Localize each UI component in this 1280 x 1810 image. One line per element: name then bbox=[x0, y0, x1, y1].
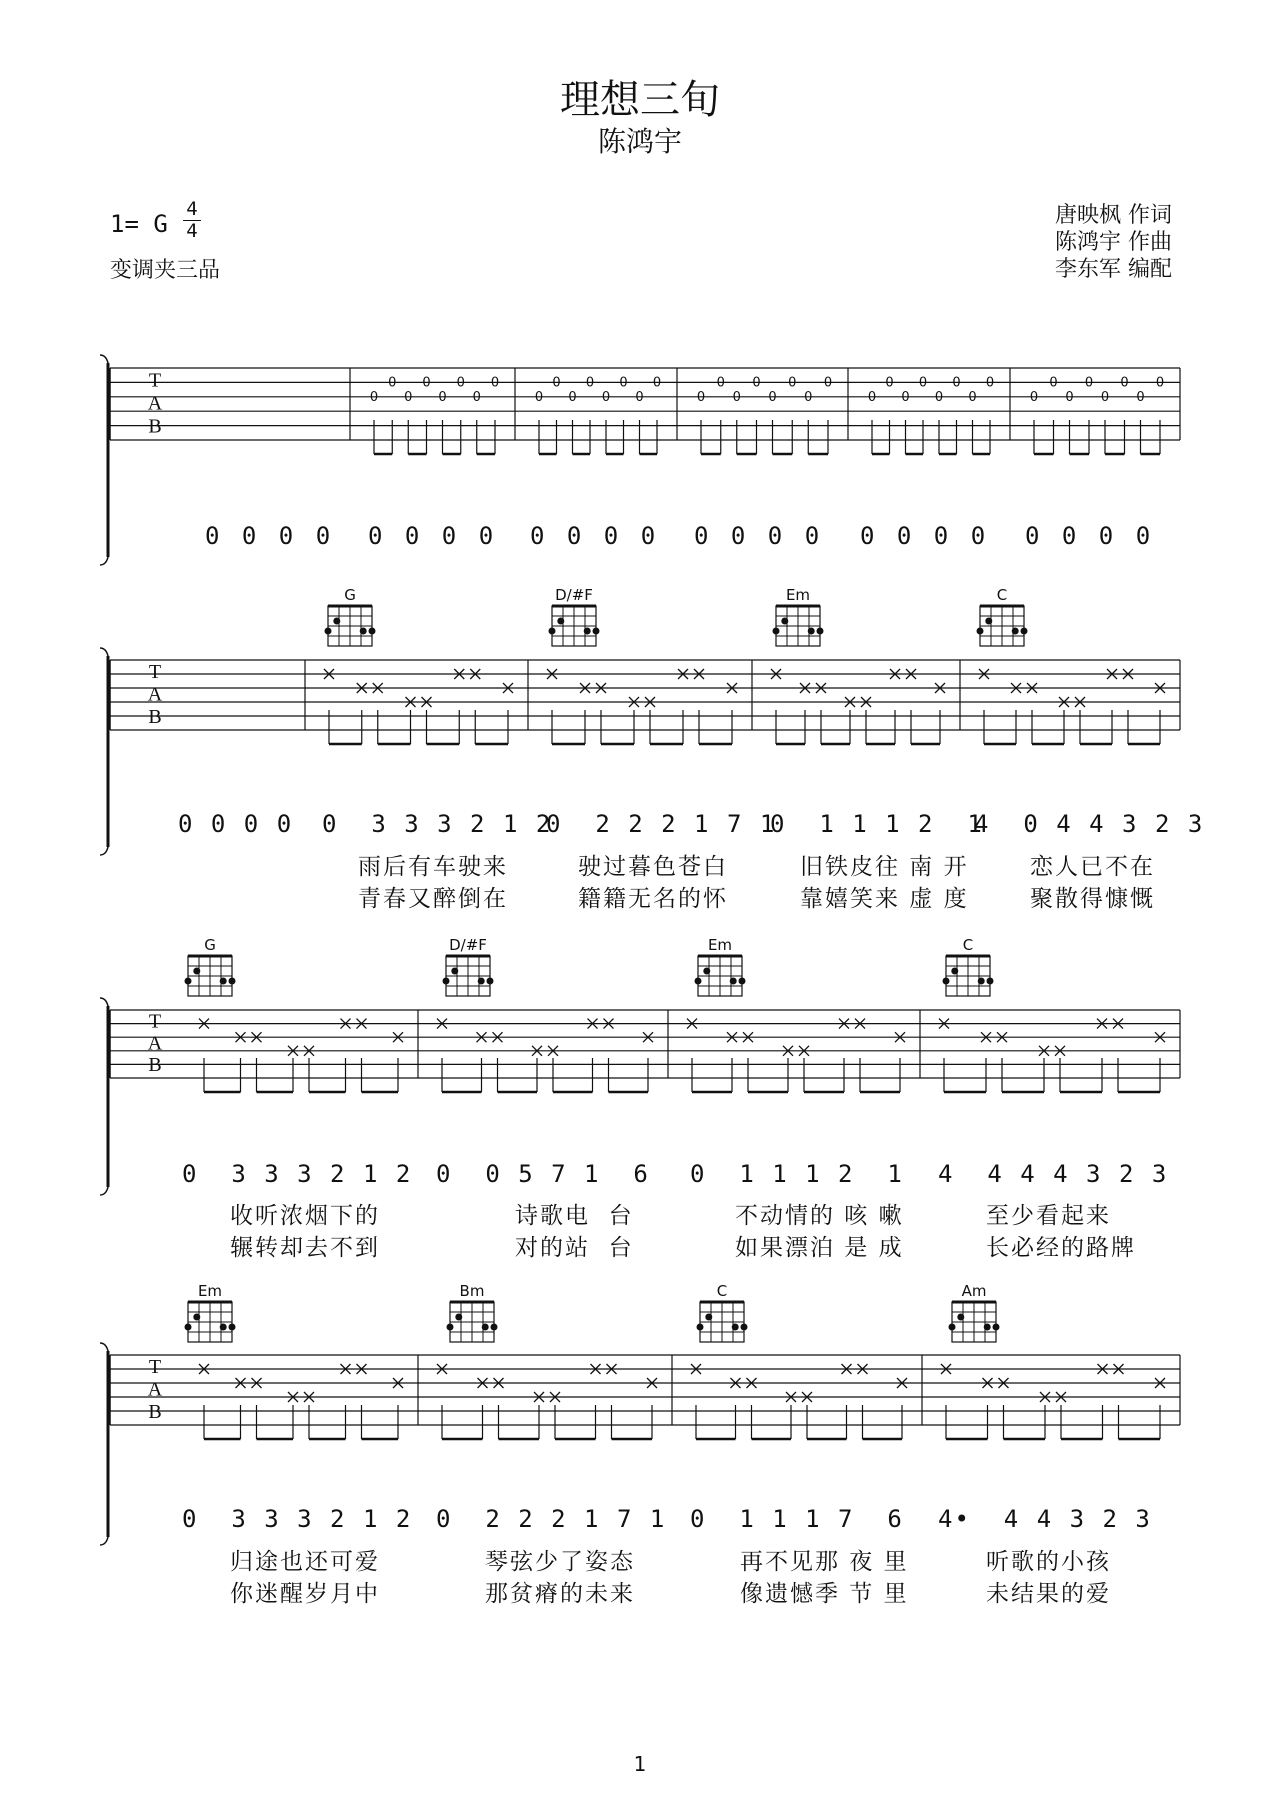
lyric-line: 琴弦少了姿态 bbox=[485, 1549, 635, 1575]
credit-composer: 陈鸿宇 作曲 bbox=[1055, 230, 1172, 255]
lyric-line: 像遗憾季 节 里 bbox=[740, 1581, 909, 1607]
time-signature-top: 4 bbox=[186, 198, 198, 220]
chord-name: G bbox=[344, 586, 356, 604]
chord-diagram bbox=[943, 936, 994, 996]
chord-name: Em bbox=[785, 586, 811, 604]
svg-text:0: 0 bbox=[768, 389, 777, 405]
svg-text:0: 0 bbox=[534, 389, 544, 405]
lyric-line: 靠嬉笑来 虚 度 bbox=[800, 886, 969, 912]
svg-text:0: 0 bbox=[788, 375, 797, 391]
lyric-line: 听歌的小孩 bbox=[986, 1549, 1111, 1575]
tab-letter: T bbox=[148, 1356, 162, 1378]
svg-text:0: 0 bbox=[1155, 375, 1165, 391]
svg-text:0: 0 bbox=[568, 389, 577, 405]
lyric-line: 那贫瘠的未来 bbox=[485, 1581, 635, 1607]
chord-diagram bbox=[447, 1282, 498, 1342]
chord-name: G bbox=[204, 936, 216, 954]
chord-name: Em bbox=[707, 936, 733, 954]
notation-measure: 0 3 3 3 2 1 2 bbox=[182, 1505, 413, 1533]
svg-text:0: 0 bbox=[601, 389, 611, 405]
credit-lyricist: 唐映枫 作词 bbox=[1055, 203, 1172, 228]
svg-text:0: 0 bbox=[901, 389, 910, 405]
svg-text:0: 0 bbox=[1136, 389, 1145, 405]
notation-measure: 4 4 4 4 3 2 3 bbox=[938, 1160, 1169, 1188]
svg-text:0: 0 bbox=[1049, 375, 1058, 391]
notation-measure: 0 0 0 0 bbox=[178, 810, 294, 838]
svg-text:0: 0 bbox=[1029, 389, 1039, 405]
svg-text:0: 0 bbox=[696, 389, 706, 405]
notation-measure: 0 3 3 3 2 1 2 bbox=[322, 810, 553, 838]
lyric-line: 青春又醉倒在 bbox=[358, 886, 508, 912]
lyric-line: 恋人已不在 bbox=[1030, 854, 1155, 880]
lyric-line: 旧铁皮往 南 开 bbox=[800, 854, 969, 880]
lyric-line: 长必经的路牌 bbox=[986, 1235, 1136, 1261]
svg-text:0: 0 bbox=[985, 375, 995, 391]
svg-text:0: 0 bbox=[552, 375, 561, 391]
tab-letter: A bbox=[147, 683, 163, 706]
svg-text:0: 0 bbox=[867, 389, 877, 405]
svg-text:0: 0 bbox=[752, 375, 761, 391]
tab-letter: A bbox=[147, 1378, 163, 1401]
chord-name: Em bbox=[197, 1282, 223, 1300]
tab-letter: B bbox=[148, 705, 162, 728]
svg-text:0: 0 bbox=[456, 375, 465, 391]
svg-text:0: 0 bbox=[823, 375, 833, 391]
svg-text:0: 0 bbox=[585, 375, 595, 391]
lyric-line: 如果漂泊 是 成 bbox=[735, 1235, 904, 1261]
tab-letter: T bbox=[148, 661, 162, 683]
lyric-line: 至少看起来 bbox=[986, 1203, 1111, 1229]
lyric-line: 收听浓烟下的 bbox=[230, 1203, 380, 1229]
song-title: 理想三旬 bbox=[560, 77, 720, 123]
chord-name: D/#F bbox=[449, 936, 487, 954]
notation-measure: 0 0 0 0 bbox=[205, 522, 335, 550]
lyric-line: 籍籍无名的怀 bbox=[578, 886, 728, 912]
chord-diagram bbox=[697, 1282, 748, 1342]
lyric-line: 未结果的爱 bbox=[986, 1581, 1111, 1607]
chord-name: C bbox=[996, 586, 1008, 604]
notation-measure: 0 1 1 1 7 6 bbox=[690, 1505, 904, 1533]
chord-name: Bm bbox=[459, 1282, 485, 1300]
notation-measure: 4• 4 4 3 2 3 bbox=[938, 1505, 1152, 1533]
svg-text:0: 0 bbox=[422, 375, 431, 391]
notation-measure: 0 0 0 0 bbox=[860, 522, 990, 550]
notation-measure: 0 2 2 2 1 7 1 bbox=[546, 810, 777, 838]
svg-text:0: 0 bbox=[472, 389, 481, 405]
tab-letter: A bbox=[147, 392, 163, 415]
lyric-line: 聚散得慷慨 bbox=[1030, 886, 1155, 912]
svg-text:0: 0 bbox=[1084, 375, 1094, 391]
chord-diagram bbox=[977, 586, 1028, 646]
notation-measure: 0 0 0 0 bbox=[1025, 522, 1155, 550]
notation-measure: 0 0 0 0 bbox=[530, 522, 660, 550]
tab-letter: B bbox=[148, 1054, 162, 1077]
chord-diagram bbox=[773, 586, 824, 646]
chord-diagram bbox=[185, 1282, 236, 1342]
svg-text:0: 0 bbox=[952, 375, 961, 391]
song-artist: 陈鸿宇 bbox=[597, 125, 682, 158]
page-number: 1 bbox=[633, 1752, 647, 1776]
chord-diagram bbox=[549, 586, 600, 646]
chord-name: Am bbox=[961, 1282, 987, 1300]
tab-letter: T bbox=[148, 369, 162, 392]
svg-text:0: 0 bbox=[934, 389, 944, 405]
credit-arranger: 李东军 编配 bbox=[1055, 257, 1172, 282]
chord-name: D/#F bbox=[555, 586, 593, 604]
lyric-line: 对的站 台 bbox=[515, 1235, 634, 1261]
tab-letter: B bbox=[148, 1400, 162, 1423]
tab-letter: B bbox=[148, 415, 162, 438]
notation-measure: 0 3 3 3 2 1 2 bbox=[182, 1160, 413, 1188]
notation-measure: 0 1 1 1 2 1 bbox=[690, 1160, 904, 1188]
lyric-line: 你迷醒岁月中 bbox=[230, 1581, 380, 1607]
chord-diagram bbox=[695, 936, 746, 996]
svg-text:0: 0 bbox=[732, 389, 741, 405]
svg-text:0: 0 bbox=[369, 389, 379, 405]
svg-text:0: 0 bbox=[652, 375, 662, 391]
notation-measure: 0 1 1 1 2 1 bbox=[770, 810, 984, 838]
notation-measure: 0 0 0 0 bbox=[368, 522, 498, 550]
svg-text:0: 0 bbox=[404, 389, 413, 405]
svg-text:0: 0 bbox=[438, 389, 447, 405]
notation-measure: 0 0 5 7 1 6 bbox=[436, 1160, 650, 1188]
chord-diagram bbox=[443, 936, 494, 996]
svg-text:0: 0 bbox=[968, 389, 977, 405]
svg-text:0: 0 bbox=[1120, 375, 1129, 391]
chord-diagram bbox=[325, 586, 376, 646]
tab-letter: A bbox=[147, 1032, 163, 1055]
svg-text:0: 0 bbox=[1100, 389, 1110, 405]
key-signature: 1= G bbox=[110, 210, 168, 238]
lyric-line: 诗歌电 台 bbox=[515, 1203, 634, 1229]
svg-text:0: 0 bbox=[918, 375, 928, 391]
tab-letter: T bbox=[148, 1010, 162, 1033]
svg-text:0: 0 bbox=[804, 389, 813, 405]
notation-measure: 0 2 2 2 1 7 1 bbox=[436, 1505, 667, 1533]
svg-text:0: 0 bbox=[716, 375, 725, 391]
notation-measure: 4 0 4 4 3 2 3 bbox=[974, 810, 1205, 838]
svg-text:0: 0 bbox=[490, 375, 500, 391]
svg-text:0: 0 bbox=[619, 375, 628, 391]
lyric-line: 再不见那 夜 里 bbox=[740, 1549, 909, 1575]
capo-note: 变调夹三品 bbox=[110, 258, 221, 283]
lyric-line: 归途也还可爱 bbox=[230, 1549, 380, 1575]
svg-text:0: 0 bbox=[1065, 389, 1074, 405]
svg-text:0: 0 bbox=[885, 375, 894, 391]
lyric-line: 雨后有车驶来 bbox=[358, 854, 508, 880]
notation-measure: 0 0 0 0 bbox=[694, 522, 824, 550]
time-signature-bottom: 4 bbox=[186, 220, 198, 242]
lyric-line: 不动情的 咳 嗽 bbox=[735, 1203, 904, 1229]
chord-diagram bbox=[949, 1282, 1000, 1342]
svg-text:0: 0 bbox=[635, 389, 644, 405]
chord-name: C bbox=[962, 936, 974, 954]
lyric-line: 驶过暮色苍白 bbox=[578, 854, 728, 880]
svg-text:0: 0 bbox=[388, 375, 397, 391]
lyric-line: 辗转却去不到 bbox=[230, 1235, 380, 1261]
chord-name: C bbox=[716, 1282, 728, 1300]
chord-diagram bbox=[185, 936, 236, 996]
